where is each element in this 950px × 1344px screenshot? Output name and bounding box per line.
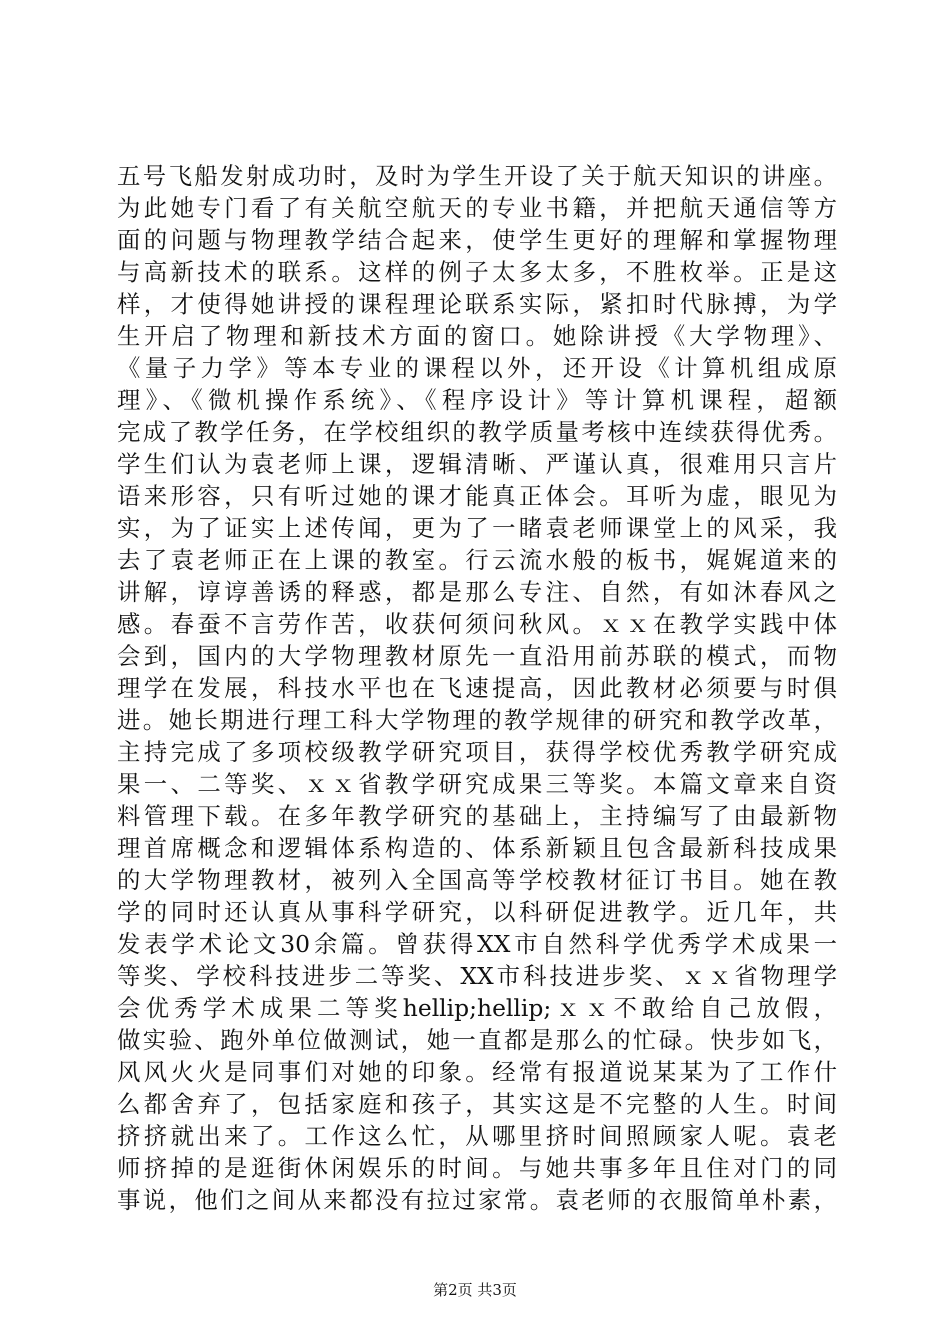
page-footer: 第2页 共3页: [433, 1281, 517, 1299]
text-line: 学的同时还认真从事科学研究，以科研促进教学。近几年，共: [117, 898, 837, 926]
text-line: 进。她长期进行理工科大学物理的教学规律的研究和教学改革，: [117, 706, 837, 734]
text-line: 么都舍弃了，包括家庭和孩子，其实这是不完整的人生。时间: [117, 1090, 837, 1118]
text-line: 与高新技术的联系。这样的例子太多太多，不胜枚举。正是这: [117, 258, 837, 286]
text-line: 会到，国内的大学物理教材原先一直沿用前苏联的模式，而物: [117, 642, 837, 670]
text-line: 理首席概念和逻辑体系构造的、体系新颖且包含最新科技成果: [117, 834, 837, 862]
text-line: 师挤掉的是逛街休闲娱乐的时间。与她共事多年且住对门的同: [117, 1154, 837, 1182]
text-line: 发表学术论文30余篇。曾获得XX市自然科学优秀学术成果一: [117, 930, 837, 958]
text-line: 会优秀学术成果二等奖hellip;hellip;ｘｘ不敢给自己放假，: [117, 994, 837, 1022]
text-line: 理学在发展，科技水平也在飞速提高，因此教材必须要与时俱: [117, 674, 837, 702]
text-line: 学生们认为袁老师上课，逻辑清晰、严谨认真，很难用只言片: [117, 450, 837, 478]
text-line: 事说，他们之间从来都没有拉过家常。袁老师的衣服简单朴素，: [117, 1186, 837, 1214]
text-line: 果一、二等奖、ｘｘ省教学研究成果三等奖。本篇文章来自资: [117, 770, 837, 798]
text-line: 为此她专门看了有关航空航天的专业书籍，并把航天通信等方: [117, 194, 837, 222]
text-line: 去了袁老师正在上课的教室。行云流水般的板书，娓娓道来的: [117, 546, 837, 574]
body-text: [117, 160, 837, 1216]
text-line: 实，为了证实上述传闻，更为了一睹袁老师课堂上的风采，我: [117, 514, 837, 542]
text-line: 主持完成了多项校级教学研究项目，获得学校优秀教学研究成: [117, 738, 837, 766]
text-line: 讲解，谆谆善诱的释惑，都是那么专注、自然，有如沐春风之: [117, 578, 837, 606]
text-line: 语来形容，只有听过她的课才能真正体会。耳听为虚，眼见为: [117, 482, 837, 510]
text-line: 做实验、跑外单位做测试，她一直都是那么的忙碌。快步如飞，: [117, 1026, 837, 1054]
text-line: 理》、《微机操作系统》、《程序设计》等计算机课程，超额: [117, 386, 837, 414]
text-line: 感。春蚕不言劳作苦，收获何须问秋风。ｘｘ在教学实践中体: [117, 610, 837, 638]
text-line: 的大学物理教材，被列入全国高等学校教材征订书目。她在教: [117, 866, 837, 894]
text-line: 样，才使得她讲授的课程理论联系实际，紧扣时代脉搏，为学: [117, 290, 837, 318]
text-line: 风风火火是同事们对她的印象。经常有报道说某某为了工作什: [117, 1058, 837, 1086]
text-line: 料管理下载。在多年教学研究的基础上，主持编写了由最新物: [117, 802, 837, 830]
text-line: 等奖、学校科技进步二等奖、XX市科技进步奖、ｘｘ省物理学: [117, 962, 837, 990]
text-line: 《量子力学》等本专业的课程以外，还开设《计算机组成原: [117, 354, 837, 382]
text-line: 完成了教学任务，在学校组织的教学质量考核中连续获得优秀。: [117, 418, 837, 446]
text-line: 挤挤就出来了。工作这么忙，从哪里挤时间照顾家人呢。袁老: [117, 1122, 837, 1150]
text-line: 面的问题与物理教学结合起来，使学生更好的理解和掌握物理: [117, 226, 837, 254]
text-line: 五号飞船发射成功时，及时为学生开设了关于航天知识的讲座。: [117, 162, 837, 190]
text-line: 生开启了物理和新技术方面的窗口。她除讲授《大学物理》、: [117, 322, 837, 350]
